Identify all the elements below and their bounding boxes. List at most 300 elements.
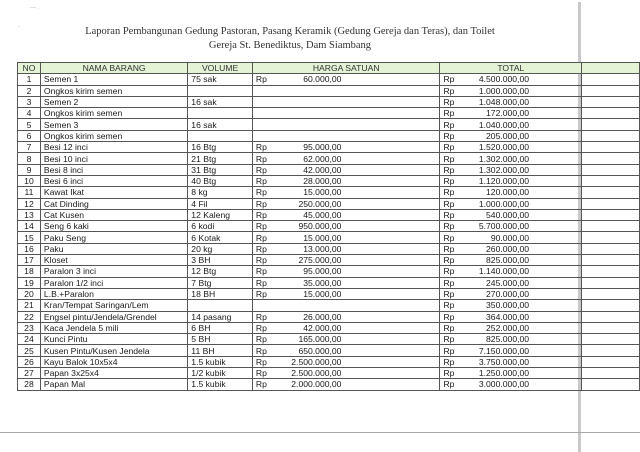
row-total-currency: Rp	[440, 243, 466, 254]
row-total-currency: Rp	[440, 96, 466, 107]
header-empty	[582, 63, 640, 74]
table-row	[18, 322, 640, 333]
row-harga-spacer	[344, 334, 440, 345]
row-harga-currency: Rp	[252, 322, 278, 333]
row-volume: 1/2 kubik	[188, 368, 253, 379]
row-harga-satuan: 165.000,00	[279, 334, 345, 345]
row-nama-barang: Kayu Balok 10x5x4	[40, 356, 187, 367]
row-extra-cell	[582, 356, 640, 367]
row-total-currency: Rp	[440, 85, 466, 96]
row-total-spacer	[532, 232, 582, 243]
row-total: 350.000,00	[466, 300, 532, 311]
row-extra-cell	[582, 221, 640, 232]
row-nama-barang: Paku	[40, 243, 187, 254]
row-extra-cell	[582, 96, 640, 107]
row-nama-barang: Papan Mal	[40, 379, 187, 390]
row-no: 1	[18, 74, 41, 85]
table-row	[18, 153, 640, 164]
row-harga-satuan: 250.000,00	[279, 198, 345, 209]
row-harga-satuan: 35.000,00	[279, 277, 345, 288]
table-row	[18, 108, 640, 119]
row-harga-satuan: 15.000,00	[279, 232, 345, 243]
row-harga-spacer	[344, 153, 440, 164]
row-volume	[188, 108, 253, 119]
row-harga-satuan: 650.000,00	[279, 345, 345, 356]
row-total: 205.000,00	[466, 130, 532, 141]
row-extra-cell	[582, 255, 640, 266]
table-row	[18, 379, 640, 390]
header-total: TOTAL	[440, 63, 582, 74]
row-harga-currency	[252, 96, 278, 107]
row-harga-currency	[252, 130, 278, 141]
row-total: 1.302.000,00	[466, 153, 532, 164]
header-volume: VOLUME	[188, 63, 253, 74]
row-volume: 6 kodi	[188, 221, 253, 232]
row-no: 8	[18, 153, 41, 164]
table-row	[18, 164, 640, 175]
row-volume: 31 Btg	[188, 164, 253, 175]
row-total: 364.000,00	[466, 311, 532, 322]
row-nama-barang: Ongkos kirim semen	[40, 85, 187, 96]
row-total-spacer	[532, 142, 582, 153]
row-harga-spacer	[344, 198, 440, 209]
row-harga-satuan	[279, 300, 345, 311]
table-row	[18, 277, 640, 288]
row-total: 7.150.000,00	[466, 345, 532, 356]
row-total-currency: Rp	[440, 175, 466, 186]
row-total: 1.048.000,00	[466, 96, 532, 107]
row-total-currency: Rp	[440, 130, 466, 141]
table-row	[18, 119, 640, 130]
row-total-currency: Rp	[440, 153, 466, 164]
row-harga-currency: Rp	[252, 187, 278, 198]
row-nama-barang: Besi 6 inci	[40, 175, 187, 186]
row-total-spacer	[532, 175, 582, 186]
row-harga-satuan: 42.000,00	[279, 164, 345, 175]
row-total-currency: Rp	[440, 164, 466, 175]
row-harga-satuan: 45.000,00	[279, 209, 345, 220]
row-total-spacer	[532, 277, 582, 288]
row-harga-currency	[252, 119, 278, 130]
row-total: 1.000.000,00	[466, 198, 532, 209]
row-nama-barang: Besi 8 inci	[40, 164, 187, 175]
row-harga-spacer	[344, 368, 440, 379]
row-extra-cell	[582, 108, 640, 119]
row-volume: 18 BH	[188, 288, 253, 299]
row-volume: 12 Kaleng	[188, 209, 253, 220]
table-row	[18, 175, 640, 186]
table-row	[18, 232, 640, 243]
row-extra-cell	[582, 277, 640, 288]
row-volume: 1.5 kubik	[188, 379, 253, 390]
row-total-spacer	[532, 300, 582, 311]
row-harga-spacer	[344, 209, 440, 220]
header-no: NO	[18, 63, 41, 74]
row-total-spacer	[532, 322, 582, 333]
row-harga-satuan: 275.000,00	[279, 255, 345, 266]
table-row	[18, 368, 640, 379]
row-total: 1.040.000,00	[466, 119, 532, 130]
row-harga-currency: Rp	[252, 311, 278, 322]
row-harga-spacer	[344, 232, 440, 243]
row-volume: 12 Btg	[188, 266, 253, 277]
row-volume: 6 Kotak	[188, 232, 253, 243]
row-total-spacer	[532, 153, 582, 164]
row-harga-spacer	[344, 164, 440, 175]
row-harga-currency: Rp	[252, 277, 278, 288]
table-row	[18, 85, 640, 96]
row-total-currency: Rp	[440, 311, 466, 322]
row-total-spacer	[532, 108, 582, 119]
row-harga-spacer	[344, 255, 440, 266]
row-harga-currency: Rp	[252, 164, 278, 175]
row-harga-spacer	[344, 221, 440, 232]
row-no: 5	[18, 119, 41, 130]
row-extra-cell	[582, 130, 640, 141]
row-harga-satuan: 28.000,00	[279, 175, 345, 186]
row-extra-cell	[582, 368, 640, 379]
row-total: 245.000,00	[466, 277, 532, 288]
row-volume: 8 kg	[188, 187, 253, 198]
row-harga-spacer	[344, 266, 440, 277]
row-extra-cell	[582, 232, 640, 243]
row-nama-barang: Besi 12 inci	[40, 142, 187, 153]
row-harga-currency	[252, 108, 278, 119]
row-harga-satuan: 2.000.000,00	[279, 379, 345, 390]
row-volume	[188, 130, 253, 141]
row-total-spacer	[532, 243, 582, 254]
row-harga-satuan	[279, 108, 345, 119]
row-total: 3.750.000,00	[466, 356, 532, 367]
row-total: 120.000,00	[466, 187, 532, 198]
row-no: 4	[18, 108, 41, 119]
row-no: 9	[18, 164, 41, 175]
row-harga-spacer	[344, 96, 440, 107]
row-harga-currency: Rp	[252, 221, 278, 232]
row-harga-spacer	[344, 119, 440, 130]
row-nama-barang: Kran/Tempat Saringan/Lem	[40, 300, 187, 311]
row-no: 7	[18, 142, 41, 153]
row-harga-spacer	[344, 288, 440, 299]
row-volume: 7 Btg	[188, 277, 253, 288]
row-total-currency: Rp	[440, 255, 466, 266]
row-harga-satuan: 62.000,00	[279, 153, 345, 164]
row-no: 19	[18, 277, 41, 288]
table-row	[18, 130, 640, 141]
row-total: 5.700.000,00	[466, 221, 532, 232]
row-total-currency: Rp	[440, 277, 466, 288]
table-row	[18, 209, 640, 220]
header-harga-satuan: HARGA SATUAN	[252, 63, 440, 74]
row-nama-barang: Kawat Ikat	[40, 187, 187, 198]
row-no: 12	[18, 198, 41, 209]
row-harga-currency: Rp	[252, 175, 278, 186]
row-no: 18	[18, 266, 41, 277]
table-row	[18, 345, 640, 356]
row-no: 23	[18, 322, 41, 333]
row-total: 1.302.000,00	[466, 164, 532, 175]
row-harga-satuan: 26.000,00	[279, 311, 345, 322]
row-total: 270.000,00	[466, 288, 532, 299]
row-harga-satuan: 95.000,00	[279, 142, 345, 153]
row-extra-cell	[582, 119, 640, 130]
row-total: 540.000,00	[466, 209, 532, 220]
row-total-spacer	[532, 209, 582, 220]
scan-artifact: — .	[30, 5, 40, 11]
row-volume: 4 Fil	[188, 198, 253, 209]
row-volume: 16 Btg	[188, 142, 253, 153]
row-harga-satuan: 42.000,00	[279, 322, 345, 333]
row-harga-currency: Rp	[252, 243, 278, 254]
row-harga-currency: Rp	[252, 368, 278, 379]
row-harga-satuan: 95.000,00	[279, 266, 345, 277]
row-volume	[188, 300, 253, 311]
row-total: 825.000,00	[466, 334, 532, 345]
row-extra-cell	[582, 243, 640, 254]
row-extra-cell	[582, 345, 640, 356]
row-harga-currency: Rp	[252, 356, 278, 367]
row-nama-barang: Cat Dinding	[40, 198, 187, 209]
row-extra-cell	[582, 85, 640, 96]
row-total-currency: Rp	[440, 266, 466, 277]
row-nama-barang: Paralon 1/2 inci	[40, 277, 187, 288]
row-no: 25	[18, 345, 41, 356]
row-harga-satuan	[279, 119, 345, 130]
row-volume: 3 BH	[188, 255, 253, 266]
table-row	[18, 198, 640, 209]
row-harga-spacer	[344, 85, 440, 96]
row-no: 10	[18, 175, 41, 186]
row-extra-cell	[582, 187, 640, 198]
row-total-currency: Rp	[440, 108, 466, 119]
row-volume: 40 Btg	[188, 175, 253, 186]
row-harga-currency: Rp	[252, 288, 278, 299]
row-harga-currency	[252, 300, 278, 311]
row-total-spacer	[532, 221, 582, 232]
table-row	[18, 96, 640, 107]
row-total-spacer	[532, 164, 582, 175]
row-total: 1.250.000,00	[466, 368, 532, 379]
row-harga-satuan	[279, 85, 345, 96]
row-harga-spacer	[344, 277, 440, 288]
row-harga-spacer	[344, 322, 440, 333]
row-harga-satuan: 15.000,00	[279, 187, 345, 198]
row-harga-currency: Rp	[252, 142, 278, 153]
row-harga-satuan: 2.500.000,00	[279, 368, 345, 379]
row-nama-barang: Paralon 3 inci	[40, 266, 187, 277]
row-total: 825.000,00	[466, 255, 532, 266]
table-row	[18, 142, 640, 153]
row-no: 11	[18, 187, 41, 198]
row-nama-barang: Kusen Pintu/Kusen Jendela	[40, 345, 187, 356]
row-extra-cell	[582, 175, 640, 186]
row-extra-cell	[582, 142, 640, 153]
row-total: 1.120.000,00	[466, 175, 532, 186]
row-nama-barang: Kunci Pintu	[40, 334, 187, 345]
row-harga-satuan: 60.000,00	[279, 74, 345, 85]
row-harga-currency: Rp	[252, 232, 278, 243]
row-extra-cell	[582, 164, 640, 175]
table-row	[18, 334, 640, 345]
row-nama-barang: Seng 6 kaki	[40, 221, 187, 232]
row-total-spacer	[532, 288, 582, 299]
row-no: 20	[18, 288, 41, 299]
row-volume: 75 sak	[188, 74, 253, 85]
row-no: 3	[18, 96, 41, 107]
row-no: 6	[18, 130, 41, 141]
row-total-currency: Rp	[440, 288, 466, 299]
row-nama-barang: Cat Kusen	[40, 209, 187, 220]
row-volume: 5 BH	[188, 334, 253, 345]
row-total: 1.000.000,00	[466, 85, 532, 96]
material-cost-table	[17, 62, 640, 391]
row-volume: 11 BH	[188, 345, 253, 356]
row-extra-cell	[582, 300, 640, 311]
row-nama-barang: Semen 2	[40, 96, 187, 107]
row-total-spacer	[532, 119, 582, 130]
table-row	[18, 221, 640, 232]
row-harga-spacer	[344, 74, 440, 85]
table-row	[18, 187, 640, 198]
title-line-1: Laporan Pembangunan Gedung Pastoran, Pasang Keramik (Gedung Gereja dan Teras), dan Toilet	[85, 26, 495, 37]
table-row	[18, 74, 640, 85]
row-nama-barang: Semen 1	[40, 74, 187, 85]
row-harga-satuan: 15.000,00	[279, 288, 345, 299]
row-harga-currency: Rp	[252, 345, 278, 356]
row-total-spacer	[532, 130, 582, 141]
row-total: 172.000,00	[466, 108, 532, 119]
row-total-currency: Rp	[440, 334, 466, 345]
row-volume: 6 BH	[188, 322, 253, 333]
row-total-currency: Rp	[440, 119, 466, 130]
row-no: 13	[18, 209, 41, 220]
row-extra-cell	[582, 153, 640, 164]
row-no: 27	[18, 368, 41, 379]
row-total-currency: Rp	[440, 379, 466, 390]
row-extra-cell	[582, 311, 640, 322]
title-line-2: Gereja St. Benediktus, Dam Siambang	[208, 40, 372, 51]
scan-artifact: -	[18, 24, 20, 30]
table-row	[18, 255, 640, 266]
row-total-spacer	[532, 255, 582, 266]
row-no: 26	[18, 356, 41, 367]
table-header-row	[18, 63, 640, 74]
row-total-spacer	[532, 345, 582, 356]
row-total-currency: Rp	[440, 300, 466, 311]
row-total-spacer	[532, 368, 582, 379]
row-total: 90.000,00	[466, 232, 532, 243]
row-extra-cell	[582, 288, 640, 299]
row-harga-currency: Rp	[252, 74, 278, 85]
row-volume	[188, 85, 253, 96]
row-harga-currency: Rp	[252, 153, 278, 164]
row-nama-barang: Ongkos kirim semen	[40, 130, 187, 141]
row-harga-spacer	[344, 345, 440, 356]
page-edge-line	[0, 432, 640, 433]
row-nama-barang: L.B.+Paralon	[40, 288, 187, 299]
table-row	[18, 243, 640, 254]
row-total: 260.000,00	[466, 243, 532, 254]
row-no: 15	[18, 232, 41, 243]
row-total-spacer	[532, 311, 582, 322]
row-harga-spacer	[344, 356, 440, 367]
row-no: 16	[18, 243, 41, 254]
row-harga-satuan	[279, 96, 345, 107]
row-total: 3.000.000,00	[466, 379, 532, 390]
row-total-currency: Rp	[440, 345, 466, 356]
row-volume: 1.5 kubik	[188, 356, 253, 367]
row-nama-barang: Paku Seng	[40, 232, 187, 243]
table-row	[18, 356, 640, 367]
row-harga-satuan: 950.000,00	[279, 221, 345, 232]
row-harga-currency	[252, 85, 278, 96]
row-extra-cell	[582, 322, 640, 333]
row-harga-currency: Rp	[252, 198, 278, 209]
row-harga-satuan: 2.500.000,00	[279, 356, 345, 367]
row-total-currency: Rp	[440, 74, 466, 85]
row-harga-spacer	[344, 187, 440, 198]
row-nama-barang: Ongkos kirim semen	[40, 108, 187, 119]
row-total-spacer	[532, 187, 582, 198]
row-total-currency: Rp	[440, 356, 466, 367]
row-total: 252.000,00	[466, 322, 532, 333]
table-row	[18, 288, 640, 299]
row-extra-cell	[582, 74, 640, 85]
row-extra-cell	[582, 379, 640, 390]
row-nama-barang: Kaca Jendela 5 mili	[40, 322, 187, 333]
row-total: 1.140.000,00	[466, 266, 532, 277]
row-total-spacer	[532, 379, 582, 390]
row-total-currency: Rp	[440, 187, 466, 198]
row-nama-barang: Papan 3x25x4	[40, 368, 187, 379]
row-total-currency: Rp	[440, 221, 466, 232]
row-nama-barang: Besi 10 inci	[40, 153, 187, 164]
header-nama-barang: NAMA BARANG	[40, 63, 187, 74]
row-total-currency: Rp	[440, 232, 466, 243]
row-total-spacer	[532, 96, 582, 107]
row-harga-currency: Rp	[252, 266, 278, 277]
row-extra-cell	[582, 266, 640, 277]
row-total-spacer	[532, 198, 582, 209]
row-harga-spacer	[344, 175, 440, 186]
table-row	[18, 311, 640, 322]
row-harga-spacer	[344, 130, 440, 141]
row-volume: 14 pasang	[188, 311, 253, 322]
table-row	[18, 300, 640, 311]
row-total-spacer	[532, 266, 582, 277]
document-title	[40, 25, 540, 53]
row-volume: 21 Btg	[188, 153, 253, 164]
row-total: 1.520.000,00	[466, 142, 532, 153]
row-total-currency: Rp	[440, 322, 466, 333]
row-total-currency: Rp	[440, 368, 466, 379]
row-total-spacer	[532, 74, 582, 85]
row-nama-barang: Semen 3	[40, 119, 187, 130]
row-total-currency: Rp	[440, 209, 466, 220]
row-harga-currency: Rp	[252, 255, 278, 266]
row-harga-spacer	[344, 311, 440, 322]
row-volume: 16 sak	[188, 96, 253, 107]
table-row	[18, 266, 640, 277]
row-no: 21	[18, 300, 41, 311]
row-harga-spacer	[344, 379, 440, 390]
row-no: 24	[18, 334, 41, 345]
row-total-spacer	[532, 85, 582, 96]
row-extra-cell	[582, 209, 640, 220]
row-total-currency: Rp	[440, 142, 466, 153]
row-no: 14	[18, 221, 41, 232]
row-volume: 20 kg	[188, 243, 253, 254]
